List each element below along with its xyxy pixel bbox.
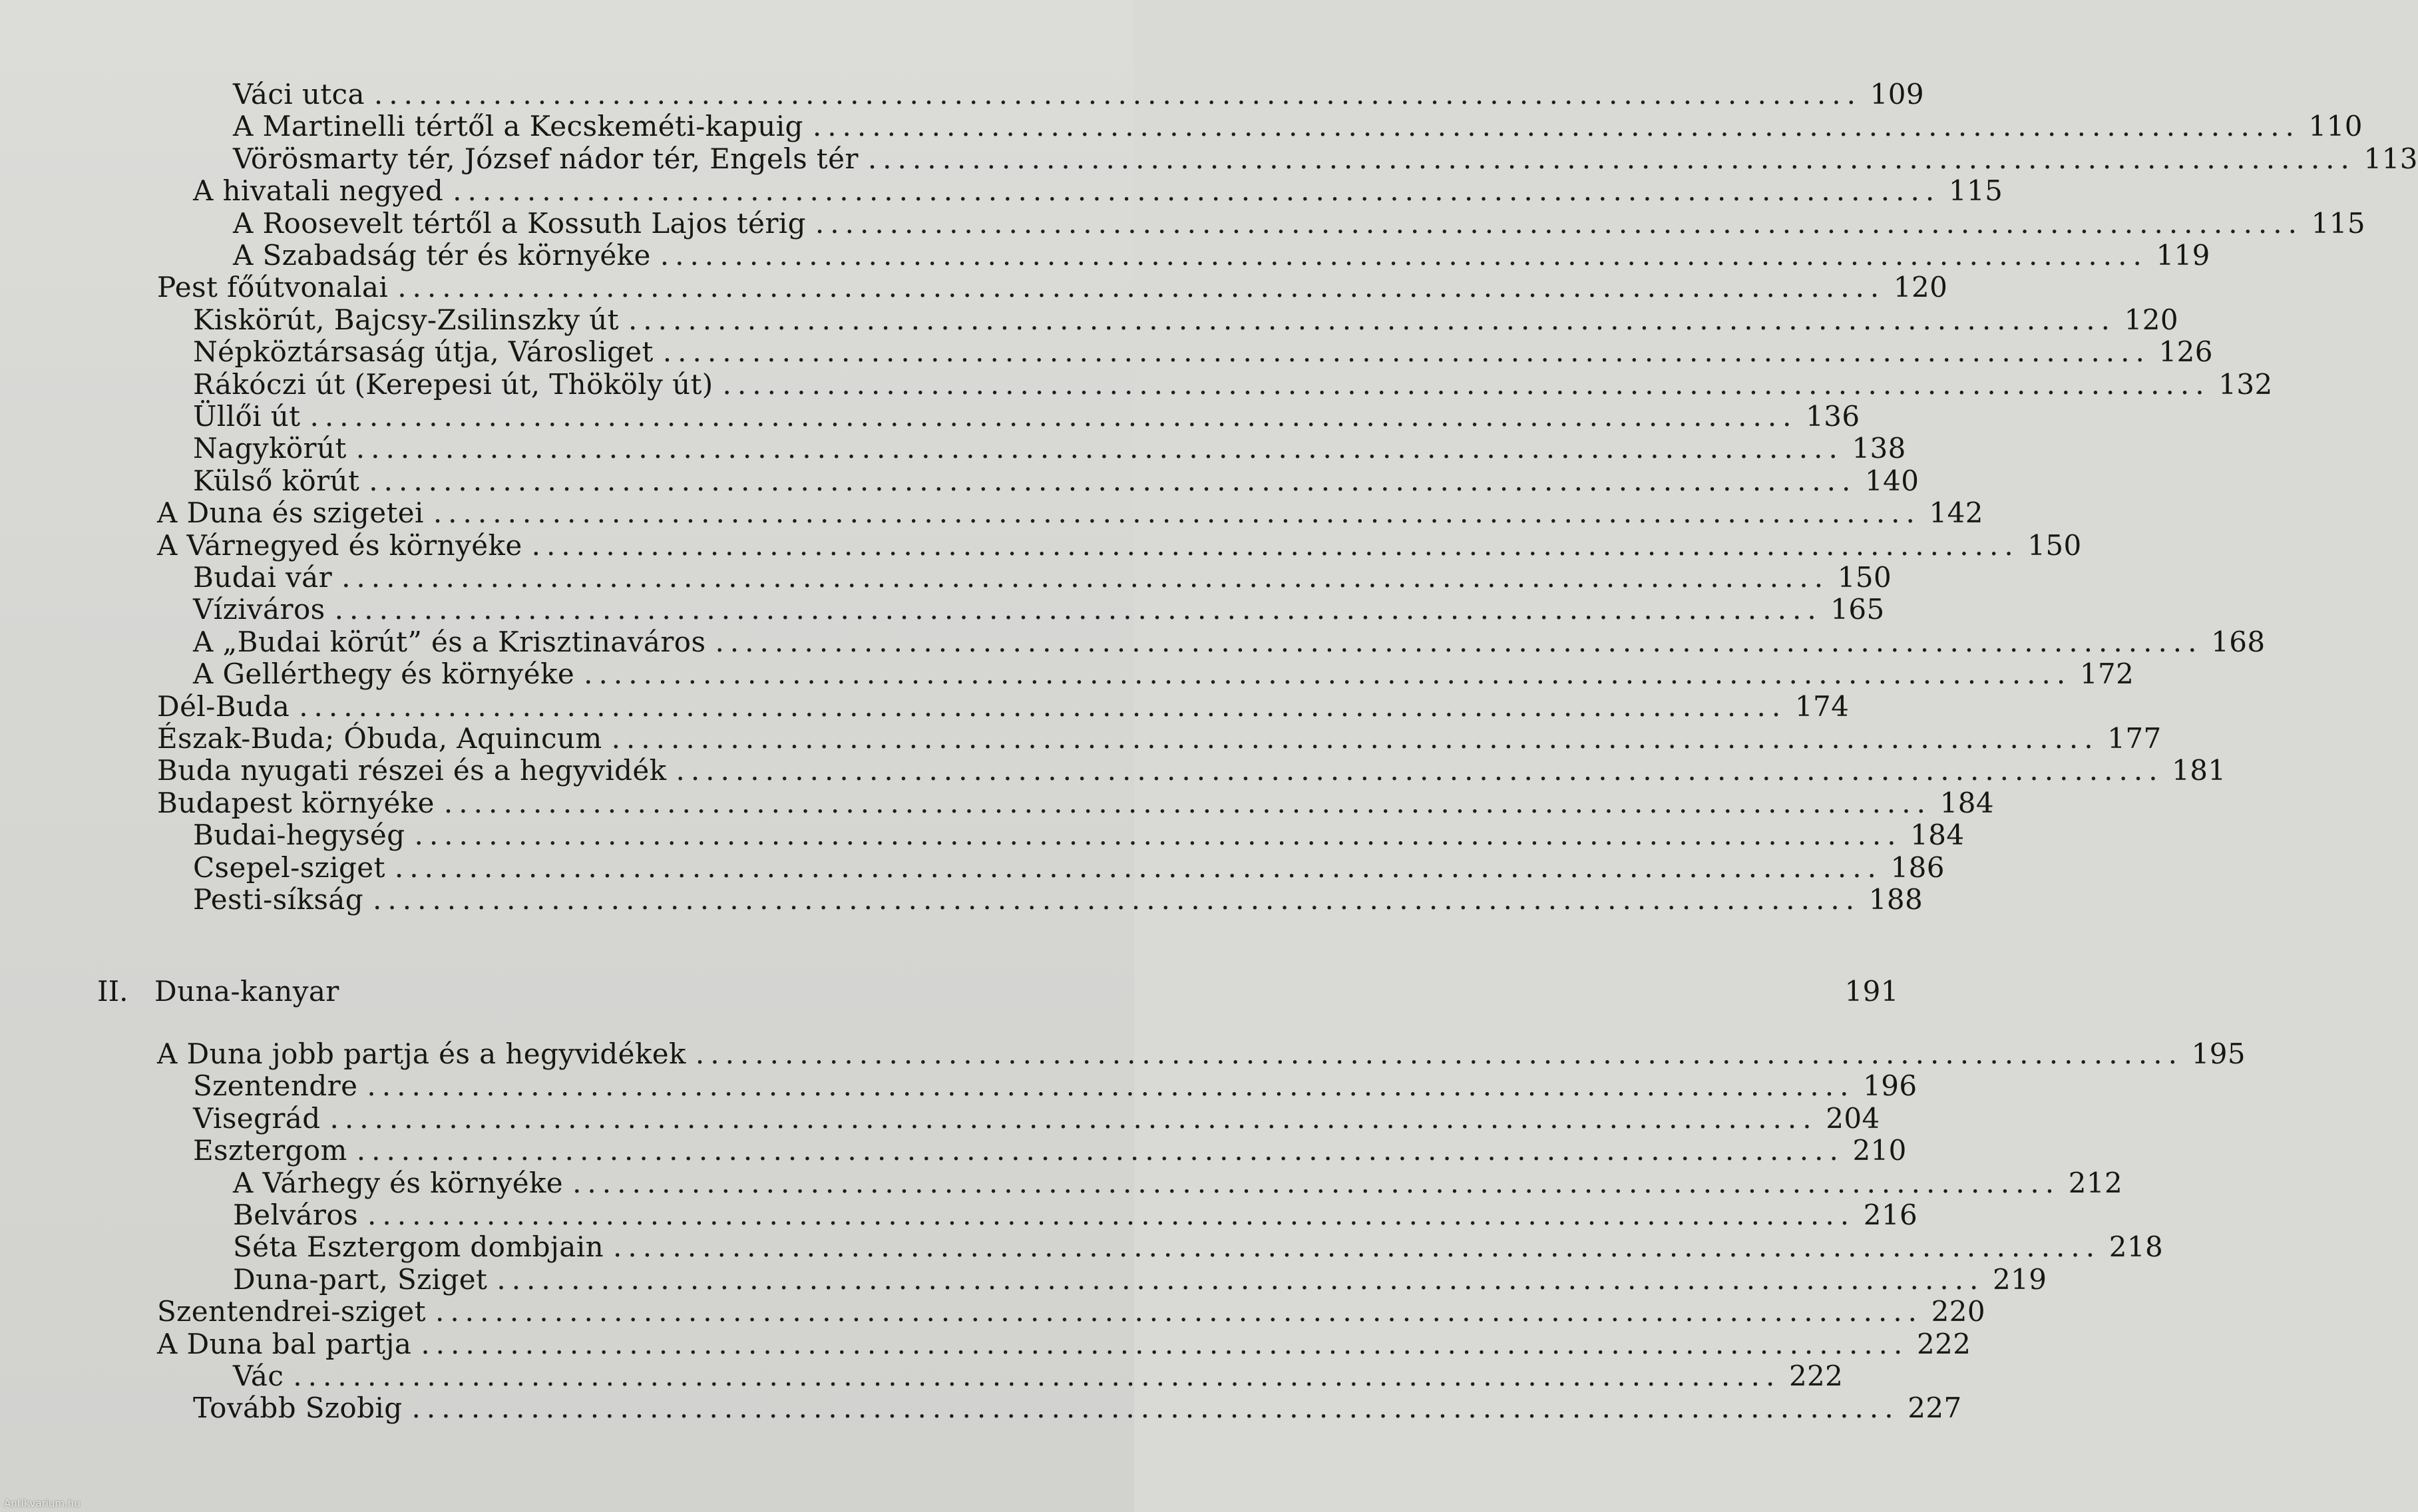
toc-entry-label: Visegrád — [193, 1102, 321, 1135]
toc-entry[interactable] — [157, 754, 2226, 787]
dot-leader: .................................................................................................... — [722, 368, 2210, 401]
dot-leader: .................................................................................................... — [341, 561, 1830, 594]
toc-entry[interactable] — [157, 271, 1948, 303]
dot-leader: .................................................................................................... — [812, 110, 2300, 142]
dot-leader: .................................................................................................... — [299, 690, 1787, 723]
toc-entry-label: Belváros — [233, 1199, 359, 1231]
toc-entry-label: Szentendre — [193, 1069, 358, 1102]
dot-leader: .................................................................................................... — [531, 529, 2019, 562]
toc-entry-label: Víziváros — [193, 593, 325, 626]
toc-entry-page-number: 132 — [2218, 368, 2273, 401]
toc-entry-label: Népköztársaság útja, Városliget — [193, 335, 654, 368]
toc-entry-label: A Várnegyed és környéke — [157, 529, 522, 562]
toc-entry-page-number: 222 — [1917, 1328, 1971, 1360]
toc-entry[interactable] — [193, 883, 1923, 916]
toc-entry-page-number: 140 — [1864, 465, 1919, 497]
dot-leader: .................................................................................................... — [613, 1230, 2101, 1263]
dot-leader: .................................................................................................... — [373, 78, 1862, 110]
toc-entry-page-number: 165 — [1830, 593, 1885, 626]
toc-entry[interactable] — [157, 722, 2162, 755]
toc-entry-page-number: 195 — [2191, 1038, 2246, 1070]
toc-entry-page-number: 218 — [2109, 1230, 2164, 1263]
toc-entry-page-number: 210 — [1852, 1134, 1907, 1167]
dot-leader: .................................................................................................... — [369, 465, 1857, 497]
toc-entry[interactable] — [193, 174, 2003, 207]
toc-entry-page-number: 204 — [1826, 1102, 1880, 1135]
dot-leader: .................................................................................................... — [662, 335, 2150, 368]
toc-entry-page-number: 216 — [1863, 1199, 1918, 1231]
toc-entry[interactable] — [193, 465, 1919, 497]
toc-entry-page-number: 196 — [1863, 1069, 1917, 1102]
toc-entry-label: A hivatali negyed — [193, 174, 444, 207]
toc-entry-page-number: 138 — [1852, 432, 1906, 465]
toc-entry[interactable] — [193, 303, 2179, 336]
toc-entry[interactable] — [193, 561, 1892, 594]
toc-entry-label: A Duna bal partja — [157, 1328, 412, 1360]
toc-entry-label: Tovább Szobig — [193, 1392, 403, 1424]
toc-entry-label: A Gellérthegy és környéke — [193, 658, 575, 690]
toc-entry[interactable] — [157, 529, 2082, 562]
toc-entry-page-number: 120 — [2124, 303, 2179, 336]
chapter-title: Duna-kanyar — [154, 975, 339, 1008]
toc-entry-label: Pesti-síkság — [193, 883, 364, 916]
toc-entry-label: A Martinelli tértől a Kecskeméti-kapuig — [233, 110, 803, 142]
dot-leader: .................................................................................................... — [497, 1263, 1985, 1296]
toc-entry-label: Pest főútvonalai — [157, 271, 389, 303]
toc-entry-page-number: 168 — [2211, 626, 2266, 658]
dot-leader: .................................................................................................... — [676, 754, 2164, 787]
toc-entry-page-number: 126 — [2158, 335, 2213, 368]
toc-entry-label: Esztergom — [193, 1134, 347, 1167]
toc-entry[interactable] — [157, 787, 1994, 819]
toc-entry-page-number: 142 — [1929, 496, 1983, 529]
toc-entry-label: Dél-Buda — [157, 690, 290, 723]
dot-leader: .................................................................................................... — [355, 432, 1844, 465]
toc-entry-label: Vác — [233, 1360, 284, 1392]
toc-entry[interactable] — [233, 1360, 1844, 1392]
toc-entry[interactable] — [233, 239, 2210, 272]
dot-leader: .................................................................................................... — [373, 883, 1861, 916]
toc-entry[interactable] — [157, 496, 1983, 529]
toc-entry-page-number: 136 — [1806, 400, 1860, 433]
toc-entry-page-number: 186 — [1890, 851, 1945, 884]
toc-entry[interactable] — [193, 819, 1965, 851]
dot-leader: .................................................................................................... — [394, 851, 1882, 884]
toc-entry-label: Csepel-sziget — [193, 851, 385, 884]
toc-entry-page-number: 119 — [2156, 239, 2210, 272]
toc-entry-label: Üllői út — [193, 400, 301, 433]
toc-entry-label: Duna-part, Sziget — [233, 1263, 488, 1296]
toc-entry-label: A Várhegy és környéke — [233, 1167, 564, 1199]
toc-entry[interactable] — [157, 1038, 2246, 1070]
dot-leader: .................................................................................................... — [628, 303, 2116, 336]
dot-leader: .................................................................................................... — [293, 1360, 1781, 1392]
toc-entry-label: Séta Esztergom dombjain — [233, 1230, 604, 1263]
toc-entry[interactable] — [193, 432, 1906, 465]
toc-entry[interactable] — [233, 207, 2365, 240]
toc-entry[interactable] — [193, 658, 2134, 690]
dot-leader: .................................................................................................... — [867, 142, 2355, 175]
chapter-number: II. — [97, 975, 128, 1008]
toc-entry-label: A Szabadság tér és környéke — [233, 239, 651, 272]
dot-leader: .................................................................................................... — [611, 722, 2099, 755]
toc-entry-page-number: 177 — [2107, 722, 2162, 755]
dot-leader: .................................................................................................... — [397, 271, 1886, 303]
dot-leader: .................................................................................................... — [660, 239, 2148, 272]
toc-entry-label: Buda nyugati részei és a hegyvidék — [157, 754, 667, 787]
watermark: Antikvarium.hu — [4, 1497, 81, 1509]
toc-entry-label: Külső körút — [193, 465, 360, 497]
dot-leader: .................................................................................................... — [367, 1069, 1855, 1102]
dot-leader: .................................................................................................... — [421, 1328, 1909, 1360]
dot-leader: .................................................................................................... — [815, 207, 2303, 240]
toc-entry-label: Budapest környéke — [157, 787, 435, 819]
dot-leader: .................................................................................................... — [453, 174, 1941, 207]
toc-entry[interactable] — [157, 1295, 1986, 1328]
toc-entry[interactable] — [233, 142, 2418, 175]
toc-entry[interactable] — [233, 110, 2363, 142]
toc-entry-page-number: 174 — [1794, 690, 1850, 723]
dot-leader: .................................................................................................... — [414, 819, 1902, 851]
toc-entry[interactable] — [193, 1134, 1907, 1167]
toc-entry-page-number: 115 — [2311, 207, 2365, 240]
toc-entry-label: A Duna jobb partja és a hegyvidékek — [157, 1038, 686, 1070]
dot-leader: .................................................................................................... — [435, 1295, 1923, 1328]
toc-entry[interactable] — [233, 1230, 2164, 1263]
dot-leader: .................................................................................................... — [309, 400, 1798, 433]
dot-leader: .................................................................................................... — [367, 1199, 1856, 1231]
toc-entry-page-number: 113 — [2363, 142, 2418, 175]
toc-entry-label: Budai-hegység — [193, 819, 405, 851]
dot-leader: .................................................................................................... — [334, 593, 1822, 626]
toc-entry-label: Szentendrei-sziget — [157, 1295, 426, 1328]
toc-entry[interactable] — [193, 335, 2213, 368]
toc-entry[interactable] — [233, 78, 1924, 110]
toc-entry[interactable] — [193, 593, 1885, 626]
dot-leader: .................................................................................................... — [715, 626, 2203, 658]
toc-entry[interactable] — [193, 626, 2266, 658]
toc-entry[interactable] — [157, 690, 1850, 723]
toc-entry-page-number: 227 — [1908, 1392, 1962, 1424]
toc-entry[interactable] — [157, 1328, 1971, 1360]
toc-entry[interactable] — [193, 400, 1860, 433]
dot-leader: .................................................................................................... — [411, 1392, 1900, 1424]
toc-entry[interactable] — [193, 851, 1945, 884]
toc-entry[interactable] — [233, 1167, 2123, 1199]
toc-entry-label: A „Budai körút” és a Krisztinaváros — [193, 626, 706, 658]
dot-leader: .................................................................................................... — [433, 496, 1921, 529]
chapter-title-row — [154, 975, 1899, 1008]
toc-entry-label: Észak-Buda; Óbuda, Aquincum — [157, 722, 602, 755]
dot-leader: .................................................................................................... — [443, 787, 1931, 819]
dot-leader: .................................................................................................... — [572, 1167, 2061, 1199]
dot-leader: .................................................................................................... — [356, 1134, 1844, 1167]
chapter-page-number: 191 — [1844, 975, 1899, 1008]
toc-entry-page-number: 222 — [1788, 1360, 1844, 1392]
dot-leader: .................................................................................................... — [584, 658, 2072, 690]
toc-entry-page-number: 188 — [1868, 883, 1923, 916]
toc-entry[interactable] — [193, 368, 2273, 401]
toc-entry-page-number: 172 — [2079, 658, 2134, 690]
toc-entry-label: A Roosevelt tértől a Kossuth Lajos térig — [233, 207, 806, 240]
toc-entry[interactable] — [233, 1263, 2047, 1296]
toc-entry-page-number: 181 — [2172, 754, 2226, 787]
toc-entry-page-number: 219 — [1993, 1263, 2047, 1296]
toc-entry-label: Budai vár — [193, 561, 333, 594]
toc-entry[interactable] — [233, 1199, 1918, 1231]
toc-entry-page-number: 120 — [1893, 271, 1948, 303]
toc-entry-label: Kiskörút, Bajcsy-Zsilinszky út — [193, 303, 619, 336]
toc-entry[interactable] — [193, 1102, 1880, 1135]
toc-entry-page-number: 184 — [1910, 819, 1965, 851]
toc-entry-label: Vörösmarty tér, József nádor tér, Engels tér — [233, 142, 859, 175]
toc-entry-page-number: 184 — [1939, 787, 1994, 819]
toc-entry-page-number: 109 — [1870, 78, 1924, 110]
toc-entry-label: Nagykörút — [193, 432, 347, 465]
toc-entry-page-number: 115 — [1948, 174, 2003, 207]
toc-entry-label: A Duna és szigetei — [157, 496, 424, 529]
toc-entry[interactable] — [193, 1392, 1962, 1424]
dot-leader: .................................................................................................... — [695, 1038, 2183, 1070]
toc-entry-page-number: 150 — [1837, 561, 1892, 594]
toc-entry-label: Váci utca — [233, 78, 365, 110]
toc-entry[interactable] — [193, 1069, 1917, 1102]
toc-entry-page-number: 220 — [1931, 1295, 1986, 1328]
dot-leader: .................................................................................................... — [329, 1102, 1818, 1135]
toc-entry-page-number: 110 — [2308, 110, 2363, 142]
toc-entry-label: Rákóczi út (Kerepesi út, Thököly út) — [193, 368, 713, 401]
toc-entry-page-number: 212 — [2068, 1167, 2123, 1199]
toc-entry-page-number: 150 — [2027, 529, 2082, 562]
